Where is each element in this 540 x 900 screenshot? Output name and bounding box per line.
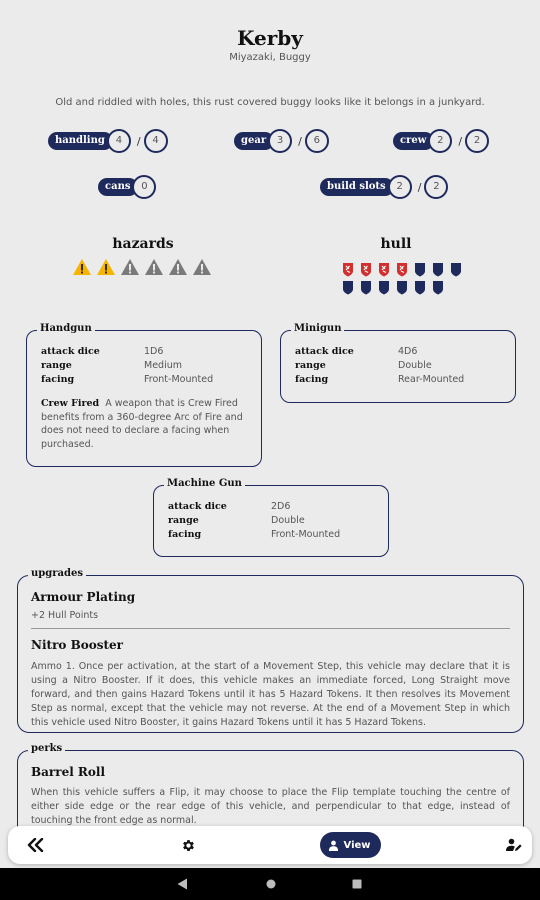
upgrade-name: Armour Plating bbox=[31, 590, 136, 604]
vehicle-name: Kerby bbox=[237, 26, 303, 50]
vehicle-subtitle: Miyazaki, Buggy bbox=[229, 52, 311, 63]
system-back-button[interactable] bbox=[170, 868, 194, 900]
stat-value: 0 bbox=[132, 175, 156, 199]
hull-point-icon[interactable] bbox=[432, 262, 444, 277]
hazard-tokens[interactable] bbox=[72, 258, 212, 276]
range-value: Double bbox=[398, 360, 432, 371]
stat-label: gear bbox=[234, 132, 274, 150]
upgrade-name: Nitro Booster bbox=[31, 638, 123, 652]
attack-dice-value: 4D6 bbox=[398, 346, 418, 357]
hazard-warning-icon[interactable] bbox=[192, 258, 212, 276]
home-circle-icon bbox=[266, 879, 276, 889]
hull-point-icon[interactable] bbox=[450, 262, 462, 277]
stat-crew bbox=[393, 129, 489, 153]
hull-point-damaged-icon[interactable] bbox=[342, 262, 354, 277]
stat-handling bbox=[48, 129, 168, 153]
facing-label: facing bbox=[41, 374, 75, 385]
system-navigation-bar bbox=[0, 868, 540, 900]
edit-crew-button[interactable] bbox=[500, 826, 528, 864]
stat-build-slots bbox=[320, 175, 448, 199]
bottom-app-bar bbox=[8, 826, 532, 864]
perk-text: When this vehicle suffers a Flip, it may choose to place the Flip template touching the centre of either side edge or the rear edge of this vehicle, and perpendicular to that edge, instead of touching the front edge as normal. bbox=[31, 787, 510, 826]
hull-point-icon[interactable] bbox=[414, 262, 426, 277]
weapon-name: Handgun bbox=[37, 323, 95, 334]
facing-label: facing bbox=[168, 529, 202, 540]
upgrades-label: upgrades bbox=[28, 568, 86, 579]
view-pill[interactable] bbox=[320, 832, 381, 858]
range-value: Double bbox=[271, 515, 305, 526]
range-label: range bbox=[295, 360, 326, 371]
attack-dice-label: attack dice bbox=[168, 501, 227, 512]
vehicle-description: Old and riddled with holes, this rust covered buggy looks like it belongs in a junkyard. bbox=[55, 97, 485, 108]
perks-label: perks bbox=[28, 743, 65, 754]
hazard-warning-icon[interactable] bbox=[168, 258, 188, 276]
facing-value: Front-Mounted bbox=[271, 529, 341, 540]
person-icon bbox=[328, 840, 339, 851]
upgrade-text: Ammo 1. Once per activation, at the start of a Movement Step, this vehicle may declare that it is using a Nitro Booster. If it does, this vehicle makes an immediate forced, Long Straight move forward, and then gains Hazard Tokens until it has 5 Hazard Tokens. It then resolves its Movement Step as normal, except that the vehicle may not reverse. At the end of a Movement Step in which this vehicle used Nitro Booster, it gains Hazard Tokens until it has 5 Hazard Tokens. bbox=[31, 661, 510, 728]
stat-separator: / bbox=[458, 134, 463, 148]
hazards-title: hazards bbox=[112, 236, 174, 252]
stat-max: 6 bbox=[305, 129, 329, 153]
stat-cans bbox=[98, 175, 156, 199]
rule-text: A weapon that is Crew Fired benefits from a 360-degree Arc of Fire and does not need to declare a facing when purchased. bbox=[41, 398, 243, 450]
stat-value: 2 bbox=[428, 129, 452, 153]
stat-max: 2 bbox=[465, 129, 489, 153]
hull-point-damaged-icon[interactable] bbox=[360, 262, 372, 277]
attack-dice-label: attack dice bbox=[295, 346, 354, 357]
attack-dice-label: attack dice bbox=[41, 346, 100, 357]
stat-max: 2 bbox=[424, 175, 448, 199]
weapon-card-machine-gun bbox=[153, 478, 389, 557]
stat-separator: / bbox=[136, 134, 141, 148]
stat-value: 3 bbox=[268, 129, 292, 153]
divider bbox=[31, 628, 510, 629]
hull-points[interactable] bbox=[342, 262, 462, 295]
range-label: range bbox=[168, 515, 199, 526]
attack-dice-value: 2D6 bbox=[271, 501, 291, 512]
system-home-button[interactable] bbox=[259, 868, 283, 900]
upgrades-section bbox=[17, 568, 524, 733]
attack-dice-value: 1D6 bbox=[144, 346, 164, 357]
person-edit-icon bbox=[506, 838, 522, 852]
upgrade-text: +2 Hull Points bbox=[31, 610, 99, 621]
weapon-name: Machine Gun bbox=[164, 478, 245, 489]
hazard-warning-icon[interactable] bbox=[120, 258, 140, 276]
view-label: View bbox=[343, 839, 371, 851]
hull-point-icon[interactable] bbox=[360, 280, 372, 295]
stat-value: 2 bbox=[388, 175, 412, 199]
gear-icon bbox=[181, 838, 196, 853]
facing-value: Rear-Mounted bbox=[398, 374, 465, 385]
stat-label: build slots bbox=[320, 178, 394, 196]
stat-max: 4 bbox=[144, 129, 168, 153]
stat-gear bbox=[234, 129, 329, 153]
weapon-name: Minigun bbox=[291, 323, 344, 334]
settings-button[interactable] bbox=[168, 826, 208, 864]
hull-point-damaged-icon[interactable] bbox=[378, 262, 390, 277]
hull-point-icon[interactable] bbox=[396, 280, 408, 295]
back-triangle-icon bbox=[177, 878, 188, 890]
stat-separator: / bbox=[417, 180, 422, 194]
stat-label: crew bbox=[393, 132, 434, 150]
back-button[interactable] bbox=[16, 826, 56, 864]
weapon-card-minigun bbox=[280, 323, 516, 403]
weapon-rule bbox=[41, 397, 247, 451]
view-button[interactable] bbox=[320, 826, 380, 864]
system-recents-button[interactable] bbox=[345, 868, 369, 900]
recents-square-icon bbox=[352, 879, 362, 889]
hazard-warning-icon-active[interactable] bbox=[96, 258, 116, 276]
stat-value: 4 bbox=[107, 129, 131, 153]
perk-name: Barrel Roll bbox=[31, 765, 106, 779]
hull-point-icon[interactable] bbox=[342, 280, 354, 295]
stat-label: handling bbox=[48, 132, 113, 150]
double-chevron-left-icon bbox=[27, 838, 45, 852]
stat-separator: / bbox=[298, 134, 302, 148]
hull-title: hull bbox=[380, 236, 412, 252]
hazard-warning-icon-active[interactable] bbox=[72, 258, 92, 276]
hull-point-icon[interactable] bbox=[378, 280, 390, 295]
rule-name: Crew Fired bbox=[41, 398, 100, 409]
hazard-warning-icon[interactable] bbox=[144, 258, 164, 276]
weapon-card-handgun bbox=[26, 323, 262, 467]
facing-label: facing bbox=[295, 374, 329, 385]
stat-label: cans bbox=[98, 178, 138, 196]
hull-point-damaged-icon[interactable] bbox=[396, 262, 408, 277]
range-label: range bbox=[41, 360, 72, 371]
facing-value: Front-Mounted bbox=[144, 374, 214, 385]
range-value: Medium bbox=[144, 360, 182, 371]
hull-point-icon[interactable] bbox=[432, 280, 444, 295]
hull-point-icon[interactable] bbox=[414, 280, 426, 295]
